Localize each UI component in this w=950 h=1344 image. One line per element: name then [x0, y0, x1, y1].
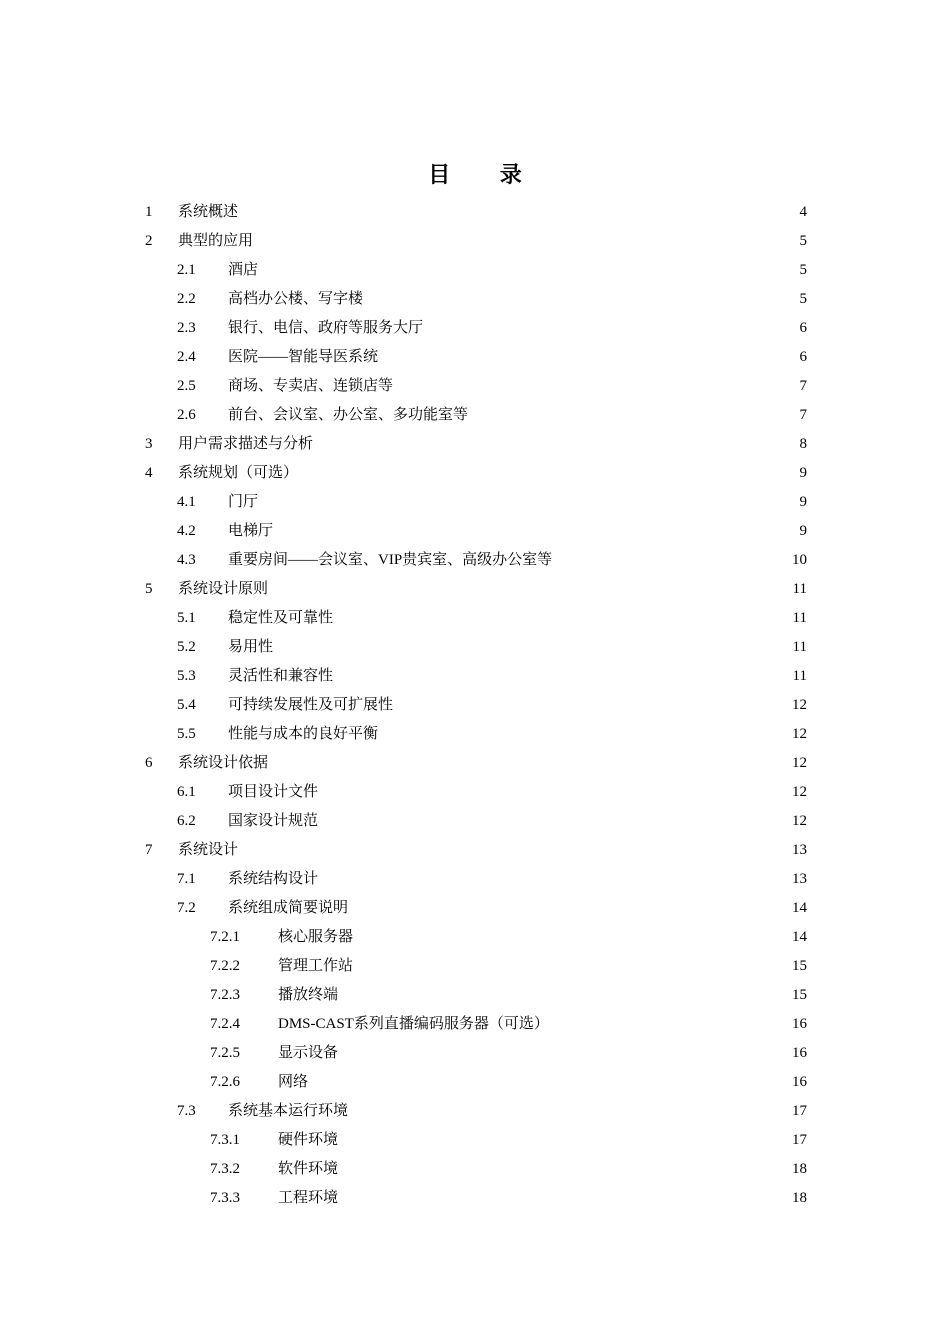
dot-leader: [339, 1184, 791, 1213]
toc-entry-title: 医院——智能导医系统: [228, 349, 379, 365]
toc-entry-page: 18: [792, 1190, 807, 1206]
toc-entry-number: 7.3.3: [210, 1190, 240, 1206]
toc-entry-page: 12: [792, 784, 807, 800]
dot-leader: [379, 343, 798, 372]
toc-entry[interactable]: [145, 1010, 807, 1039]
toc-entry-page: 13: [792, 842, 807, 858]
toc-entry-number: 6.1: [177, 784, 196, 800]
toc-entry[interactable]: [145, 865, 807, 894]
toc-entry-page: 7: [799, 407, 807, 423]
toc-entry-number: 7.3: [177, 1103, 196, 1119]
toc-entry[interactable]: [145, 1184, 807, 1213]
toc-entry-title: 系统设计原则: [178, 581, 269, 597]
toc-entry[interactable]: [145, 1068, 807, 1097]
toc-entry[interactable]: [145, 662, 807, 691]
dot-leader: [349, 894, 791, 923]
toc-entry-number: 5.4: [177, 697, 196, 713]
toc-entry[interactable]: [145, 691, 807, 720]
dot-leader: [354, 923, 791, 952]
toc-entry-number: 6.2: [177, 813, 196, 829]
toc-entry-title: 商场、专卖店、连锁店等: [228, 378, 394, 394]
dot-leader: [274, 633, 792, 662]
toc-entry-page: 10: [792, 552, 807, 568]
toc-entry-page: 7: [799, 378, 807, 394]
toc-entry-page: 5: [799, 233, 807, 249]
toc-entry-title: 系统结构设计: [228, 871, 319, 887]
toc-entry-number: 7.3.2: [210, 1161, 240, 1177]
dot-leader: [299, 459, 798, 488]
dot-leader: [379, 720, 791, 749]
toc-entry-page: 6: [799, 320, 807, 336]
toc-entry-page: 9: [799, 465, 807, 481]
toc-entry-number: 5.1: [177, 610, 196, 626]
toc-entry-number: 7.2.3: [210, 987, 240, 1003]
toc-entry[interactable]: [145, 1126, 807, 1155]
toc-entry[interactable]: [145, 372, 807, 401]
toc-entry-title: 工程环境: [278, 1190, 339, 1206]
toc-entry-page: 16: [792, 1016, 807, 1032]
toc-entry-title: 系统设计依据: [178, 755, 269, 771]
toc-entry-number: 5.5: [177, 726, 196, 742]
toc-entry-number: 2.5: [177, 378, 196, 394]
toc-entry-number: 7.2.6: [210, 1074, 240, 1090]
dot-leader: [339, 1039, 791, 1068]
toc-entry-title: 项目设计文件: [228, 784, 319, 800]
toc-entry[interactable]: [145, 575, 807, 604]
dot-leader: [349, 1097, 791, 1126]
toc-entry[interactable]: [145, 720, 807, 749]
toc-entry[interactable]: [145, 836, 807, 865]
toc-entry-title: 灵活性和兼容性: [228, 668, 334, 684]
toc-entry-number: 5.2: [177, 639, 196, 655]
toc-entry-page: 16: [792, 1045, 807, 1061]
toc-entry-number: 4.3: [177, 552, 196, 568]
toc-entry-page: 4: [799, 204, 807, 220]
dot-leader: [394, 691, 791, 720]
toc-entry[interactable]: [145, 778, 807, 807]
dot-leader: [354, 952, 791, 981]
toc-entry-page: 17: [792, 1132, 807, 1148]
toc-entry-number: 4.1: [177, 494, 196, 510]
toc-entry-title: 核心服务器: [278, 929, 354, 945]
toc-entry-number: 7.2: [177, 900, 196, 916]
toc-entry-title: 系统概述: [178, 204, 239, 220]
toc-entry-page: 8: [799, 436, 807, 452]
toc-entry-title: 播放终端: [278, 987, 339, 1003]
toc-entry[interactable]: [145, 952, 807, 981]
toc-entry-title: 易用性: [228, 639, 274, 655]
toc-entry-title: 显示设备: [278, 1045, 339, 1061]
toc-entry-page: 9: [799, 494, 807, 510]
toc-entry-title: 管理工作站: [278, 958, 354, 974]
toc-entry-number: 7.3.1: [210, 1132, 240, 1148]
toc-entry-title: 系统组成简要说明: [228, 900, 349, 916]
toc-entry-number: 2.6: [177, 407, 196, 423]
toc-entry-number: 5: [145, 581, 153, 597]
toc-entry[interactable]: [145, 1097, 807, 1126]
dot-leader: [319, 807, 791, 836]
dot-leader: [239, 198, 798, 227]
dot-leader: [339, 1155, 791, 1184]
toc-entry[interactable]: [145, 198, 807, 227]
toc-entry-title: 用户需求描述与分析: [178, 436, 314, 452]
toc-entry-title: 典型的应用: [178, 233, 254, 249]
toc-entry-page: 16: [792, 1074, 807, 1090]
dot-leader: [334, 604, 792, 633]
toc-entry-number: 2: [145, 233, 153, 249]
dot-leader: [239, 836, 791, 865]
toc-entry-page: 5: [799, 291, 807, 307]
dot-leader: [309, 1068, 791, 1097]
toc-entry-number: 4.2: [177, 523, 196, 539]
toc-entry[interactable]: [145, 633, 807, 662]
toc-entry[interactable]: [145, 981, 807, 1010]
toc-entry-title: 重要房间——会议室、VIP贵宾室、高级办公室等: [228, 552, 553, 568]
dot-leader: [364, 285, 798, 314]
toc-entry-page: 11: [792, 668, 807, 684]
toc-entry-title: 电梯厅: [228, 523, 274, 539]
dot-leader: [259, 488, 798, 517]
toc-entry-title: 高档办公楼、写字楼: [228, 291, 364, 307]
toc-entry-number: 2.2: [177, 291, 196, 307]
toc-entry-page: 13: [792, 871, 807, 887]
toc-entry-number: 7.1: [177, 871, 196, 887]
dot-leader: [319, 865, 791, 894]
dot-leader: [274, 517, 798, 546]
dot-leader: [334, 662, 792, 691]
toc-entry[interactable]: [145, 430, 807, 459]
toc-entry[interactable]: [145, 227, 807, 256]
toc-entry[interactable]: [145, 923, 807, 952]
toc-entry[interactable]: [145, 401, 807, 430]
toc-entry-number: 2.1: [177, 262, 196, 278]
toc-entry-number: 6: [145, 755, 153, 771]
toc-entry[interactable]: [145, 749, 807, 778]
toc-entry[interactable]: [145, 546, 807, 575]
toc-entry[interactable]: [145, 314, 807, 343]
toc-entry-title: 门厅: [228, 494, 259, 510]
toc-title: 目 录: [428, 162, 544, 187]
toc-entry-page: 14: [792, 900, 807, 916]
dot-leader: [319, 778, 791, 807]
toc-entry-title: 软件环境: [278, 1161, 339, 1177]
toc-entry-page: 11: [792, 639, 807, 655]
toc-entry-number: 1: [145, 204, 153, 220]
toc-entry[interactable]: [145, 894, 807, 923]
toc-entry-title: 酒店: [228, 262, 259, 278]
toc-entry-page: 15: [792, 958, 807, 974]
toc-entry-page: 12: [792, 697, 807, 713]
toc-entry-number: 7: [145, 842, 153, 858]
toc-entry-page: 5: [799, 262, 807, 278]
dot-leader: [339, 981, 791, 1010]
dot-leader: [254, 227, 798, 256]
toc-entry-title: 性能与成本的良好平衡: [228, 726, 379, 742]
toc-entry[interactable]: [145, 285, 807, 314]
toc-entry-page: 9: [799, 523, 807, 539]
toc-entry[interactable]: [145, 1039, 807, 1068]
toc-entry-number: 2.4: [177, 349, 196, 365]
toc-entry[interactable]: [145, 1155, 807, 1184]
toc-list: [145, 198, 807, 1213]
toc-entry-page: 11: [792, 610, 807, 626]
toc-entry-page: 18: [792, 1161, 807, 1177]
toc-entry[interactable]: [145, 604, 807, 633]
dot-leader: [269, 575, 792, 604]
toc-entry-page: 12: [792, 813, 807, 829]
dot-leader: [314, 430, 798, 459]
toc-entry-number: 3: [145, 436, 153, 452]
dot-leader: [424, 314, 798, 343]
toc-entry-page: 12: [792, 726, 807, 742]
toc-entry-title: 银行、电信、政府等服务大厅: [228, 320, 424, 336]
toc-entry-title: 国家设计规范: [228, 813, 319, 829]
dot-leader: [550, 1010, 791, 1039]
toc-entry-title: DMS-CAST系列直播编码服务器（可选）: [278, 1016, 549, 1032]
toc-entry[interactable]: [145, 807, 807, 836]
toc-entry[interactable]: [145, 459, 807, 488]
toc-entry-number: 7.2.5: [210, 1045, 240, 1061]
dot-leader: [394, 372, 798, 401]
toc-entry-number: 4: [145, 465, 153, 481]
toc-entry-number: 7.2.1: [210, 929, 240, 945]
toc-entry-page: 11: [792, 581, 807, 597]
dot-leader: [553, 546, 791, 575]
toc-entry-page: 6: [799, 349, 807, 365]
toc-entry-title: 硬件环境: [278, 1132, 339, 1148]
toc-entry-title: 系统基本运行环境: [228, 1103, 349, 1119]
dot-leader: [339, 1126, 791, 1155]
toc-entry-title: 前台、会议室、办公室、多功能室等: [228, 407, 469, 423]
toc-entry-title: 系统规划（可选）: [178, 465, 299, 481]
dot-leader: [269, 749, 791, 778]
toc-entry[interactable]: [145, 488, 807, 517]
toc-entry[interactable]: [145, 517, 807, 546]
toc-entry-title: 网络: [278, 1074, 309, 1090]
toc-entry-page: 12: [792, 755, 807, 771]
dot-leader: [259, 256, 798, 285]
toc-entry-title: 稳定性及可靠性: [228, 610, 334, 626]
toc-entry-number: 2.3: [177, 320, 196, 336]
toc-entry-page: 17: [792, 1103, 807, 1119]
toc-entry-number: 7.2.2: [210, 958, 240, 974]
toc-entry[interactable]: [145, 256, 807, 285]
toc-entry-page: 14: [792, 929, 807, 945]
dot-leader: [469, 401, 798, 430]
toc-entry-number: 7.2.4: [210, 1016, 240, 1032]
toc-entry-number: 5.3: [177, 668, 196, 684]
toc-entry-page: 15: [792, 987, 807, 1003]
toc-entry[interactable]: [145, 343, 807, 372]
toc-entry-title: 系统设计: [178, 842, 239, 858]
toc-entry-title: 可持续发展性及可扩展性: [228, 697, 394, 713]
